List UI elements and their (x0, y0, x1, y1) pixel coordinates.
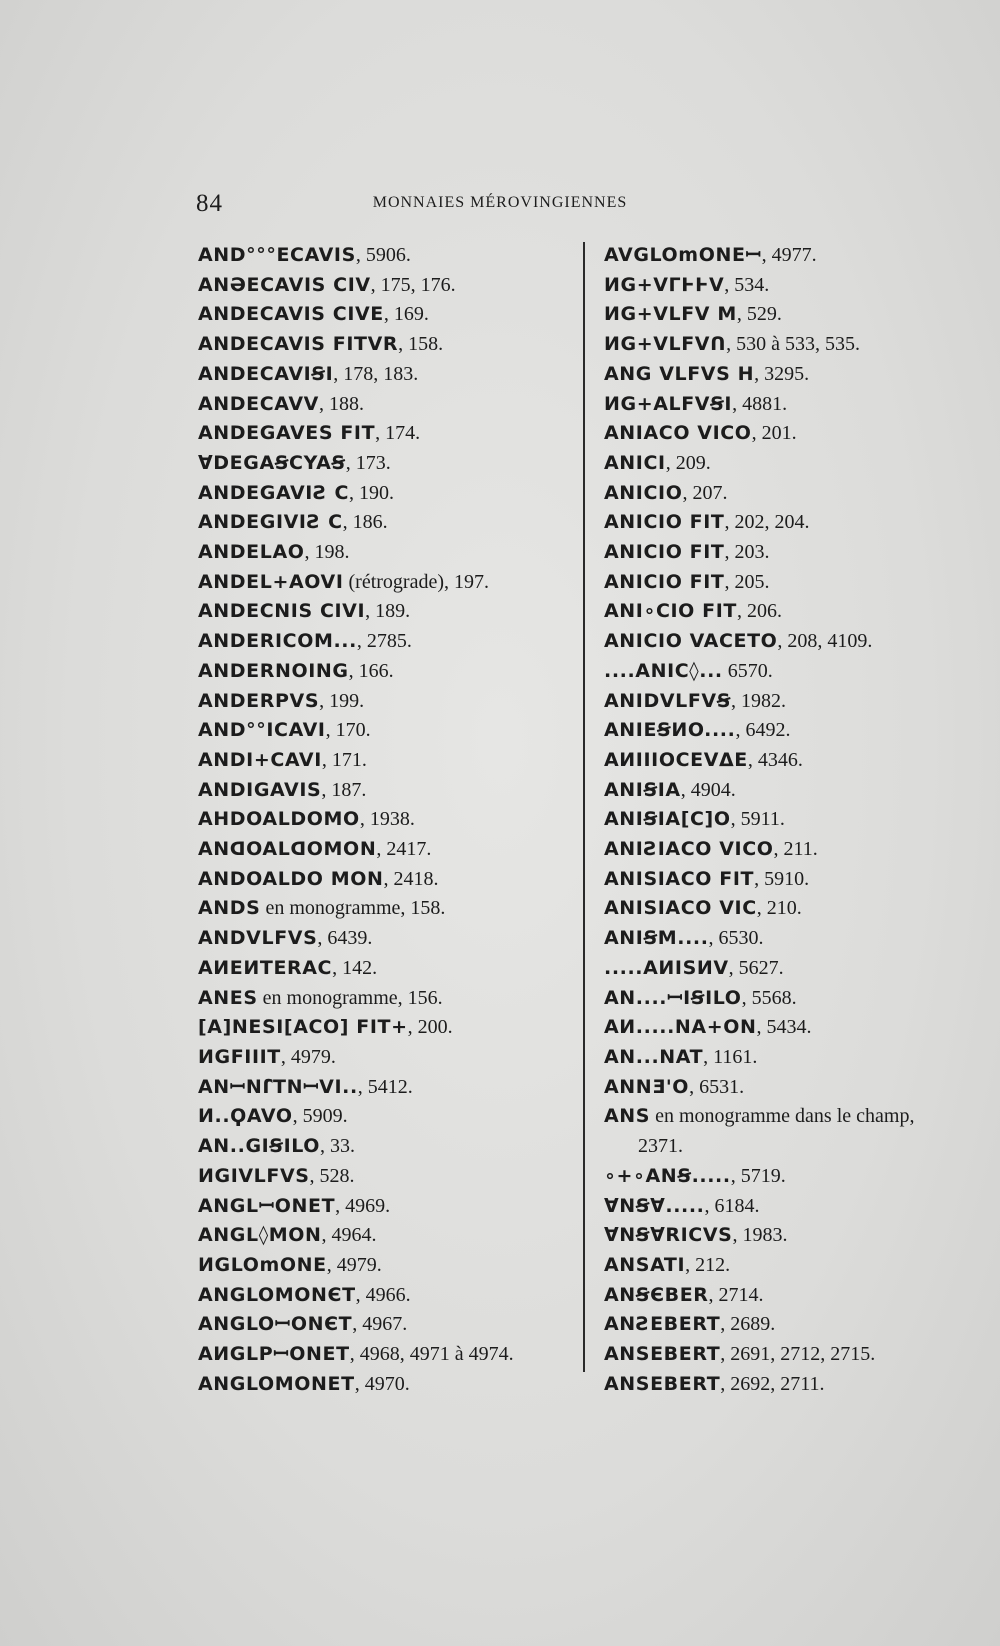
coin-legend: AN..GIꞨILO (198, 1135, 321, 1158)
reference-numbers: , 212. (685, 1253, 731, 1276)
coin-legend: ANGLOMONET (198, 1372, 355, 1395)
coin-legend: ANDECAVV (198, 392, 319, 415)
reference-numbers: , 189. (365, 600, 411, 623)
coin-legend: ANICIO (604, 481, 683, 504)
index-entry (604, 804, 984, 834)
reference-numbers: , 188. (318, 392, 364, 415)
reference-numbers: , 186. (342, 511, 388, 534)
reference-numbers: , 4904. (680, 778, 736, 801)
coin-legend: ANIACO VICO (604, 422, 752, 445)
left-column (198, 240, 568, 1398)
coin-legend: ANDOALDO MON (198, 867, 384, 890)
reference-numbers: , 2692, 2711. (720, 1372, 825, 1395)
coin-legend: ANICIO VACETO (604, 630, 778, 653)
reference-numbers: , 209. (665, 451, 711, 474)
index-entry (604, 507, 984, 537)
coin-legend: ИG+ALFVꞨI (604, 392, 733, 415)
reference-numbers: , 175, 176. (370, 273, 456, 296)
index-entry (604, 1250, 984, 1280)
reference-numbers: , 2417. (376, 838, 432, 861)
index-entry (198, 1339, 568, 1369)
reference-numbers: , 210. (756, 897, 802, 920)
index-entry (198, 893, 568, 923)
coin-legend: [A]NESI[ACO] FIT+ (198, 1016, 408, 1039)
reference-numbers: , 202, 204. (724, 511, 810, 534)
coin-legend: ANGL◊MON (198, 1224, 322, 1247)
index-entry (604, 1339, 984, 1369)
coin-legend: AИ.....NA+ON (604, 1016, 757, 1039)
index-entry (604, 478, 984, 508)
coin-legend: AN....ꟷIꞨILO (604, 986, 742, 1009)
reference-numbers: , 198. (304, 541, 350, 564)
coin-legend: ИG+VLFV M (604, 303, 737, 326)
reference-numbers: , 4967. (352, 1313, 408, 1336)
index-entry (604, 389, 984, 419)
index-entry (198, 1309, 568, 1339)
coin-legend: ANDECAVIS CIVE (198, 303, 384, 326)
reference-numbers: , 178, 183. (333, 362, 419, 385)
reference-numbers: , 529. (736, 303, 782, 326)
reference-numbers: , 5911. (730, 808, 785, 831)
reference-numbers: , 2689. (720, 1313, 776, 1336)
reference-numbers: en monogramme, 156. (257, 986, 443, 1009)
page-number: 84 (196, 190, 223, 217)
index-entry (604, 1101, 984, 1131)
index-entry (198, 656, 568, 686)
index-entry (198, 359, 568, 389)
coin-legend: AИEИTERAC (198, 956, 333, 979)
reference-numbers: , 4966. (355, 1283, 411, 1306)
reference-numbers: , 203. (724, 541, 770, 564)
index-entry (198, 686, 568, 716)
running-head: MONNAIES MÉROVINGIENNES (372, 194, 628, 211)
reference-numbers: , 530 à 533, 535. (726, 333, 861, 356)
reference-numbers: , 142. (332, 956, 378, 979)
reference-numbers: , 199. (319, 689, 365, 712)
coin-legend: AHDOALDOMO (198, 808, 360, 831)
reference-numbers: , 205. (724, 570, 770, 593)
reference-numbers: , 33. (320, 1135, 356, 1158)
coin-legend: AVGLOmONEꟷ (604, 244, 762, 266)
index-entry (198, 418, 568, 448)
reference-numbers: , 5909. (292, 1105, 348, 1128)
coin-legend: ANDS (198, 897, 261, 920)
coin-legend: ANGLꟷONET (198, 1194, 336, 1217)
coin-legend: ANDELAO (198, 541, 305, 564)
coin-legend: ANS (604, 1105, 651, 1128)
coin-legend: ANICIO FIT (604, 511, 725, 534)
reference-numbers: , 166. (348, 659, 394, 682)
index-entry (198, 1101, 568, 1131)
coin-legend: ANGLOMONЄT (198, 1283, 356, 1306)
index-entry (198, 1220, 568, 1250)
index-entry (198, 1131, 568, 1161)
index-entry (198, 1161, 568, 1191)
coin-legend: ANƧEBERT (604, 1313, 721, 1336)
index-entry (198, 240, 568, 270)
index-entry (604, 686, 984, 716)
index-entry (604, 893, 984, 923)
reference-numbers: , 5412. (357, 1075, 413, 1098)
coin-legend: ANDVLFVS (198, 927, 318, 950)
reference-numbers: , 4979. (280, 1045, 336, 1068)
index-entry (198, 389, 568, 419)
index-entry (604, 418, 984, 448)
index-entry (604, 656, 984, 686)
coin-legend: ANDEL+AOVI (198, 570, 344, 593)
coin-legend: ANICIO FIT (604, 541, 725, 564)
reference-numbers: , 4346. (747, 748, 803, 771)
coin-legend: ANG VLFVS H (604, 362, 755, 385)
index-entry (198, 329, 568, 359)
reference-numbers: , 6439. (317, 927, 373, 950)
index-entry (604, 359, 984, 389)
reference-numbers: , 201. (751, 422, 797, 445)
index-entry (198, 478, 568, 508)
index-entry (198, 1191, 568, 1221)
coin-legend: ANES (198, 986, 258, 1009)
coin-legend: ANDECAVIS FITVR (198, 333, 399, 356)
index-entry (198, 626, 568, 656)
coin-legend: ANIƧIACO VICO (604, 838, 774, 861)
index-entry (604, 537, 984, 567)
reference-numbers: (rétrograde), 197. (343, 570, 490, 593)
coin-legend: AN...NAT (604, 1045, 704, 1068)
index-entry (604, 953, 984, 983)
reference-numbers: , 5910. (754, 867, 810, 890)
coin-legend: ИG+VΓͰͰV (604, 273, 725, 296)
reference-numbers: , 2785. (356, 630, 412, 653)
reference-numbers: , 208, 4109. (777, 630, 873, 653)
coin-legend: ANDERICOM... (198, 630, 357, 653)
coin-legend: ANISIACO FIT (604, 867, 755, 890)
coin-legend: ANIꞨM.... (604, 927, 709, 950)
coin-legend: ANDECNIS CIVI (198, 600, 366, 623)
index-entry (604, 1042, 984, 1072)
coin-legend: ИGLOmONE (198, 1253, 327, 1276)
index-entry (604, 1280, 984, 1310)
reference-numbers: , 4977. (761, 244, 817, 266)
reference-numbers: , 4979. (326, 1253, 382, 1276)
coin-legend: ANIDVLFVꞨ (604, 689, 732, 712)
index-entry (198, 567, 568, 597)
coin-legend: ....ANIC◊... (604, 659, 723, 682)
index-entry (198, 923, 568, 953)
reference-numbers: , 534. (724, 273, 770, 296)
reference-numbers: , 5434. (756, 1016, 812, 1039)
index-entry (198, 299, 568, 329)
index-entry (198, 1012, 568, 1042)
reference-numbers: , 4969. (335, 1194, 391, 1217)
coin-legend: ANICI (604, 451, 666, 474)
reference-numbers: , 207. (682, 481, 728, 504)
coin-legend: ANGLOꟷONЄT (198, 1313, 353, 1336)
coin-legend: ANNƎ'O (604, 1075, 690, 1098)
coin-legend: ANIꞨIA (604, 778, 681, 801)
index-entry (198, 953, 568, 983)
reference-numbers: , 5568. (741, 986, 797, 1009)
index-entry (198, 1250, 568, 1280)
coin-legend: ANIEꞨИO.... (604, 719, 736, 742)
reference-numbers: , 528. (309, 1164, 355, 1187)
coin-legend: ANDERNOING (198, 659, 349, 682)
index-entry (604, 715, 984, 745)
reference-numbers: , 3295. (754, 362, 810, 385)
reference-numbers: , 170. (325, 719, 371, 742)
index-entry (604, 745, 984, 775)
index-entry (198, 537, 568, 567)
reference-numbers: en monogramme, 158. (260, 897, 446, 920)
coin-legend: ANSEBERT (604, 1343, 721, 1366)
reference-numbers: , 6492. (735, 719, 791, 742)
index-entry (604, 448, 984, 478)
coin-legend: ANᗡOALᗡOMON (198, 838, 377, 861)
reference-numbers: , 5627. (728, 956, 784, 979)
coin-legend: AND°°°ECAVIS (198, 244, 356, 266)
reference-numbers: , 1161. (703, 1045, 758, 1068)
index-entry (604, 1072, 984, 1102)
reference-numbers: , 1938. (359, 808, 415, 831)
coin-legend: ANDEGAVES FIT (198, 422, 376, 445)
index-entry (604, 775, 984, 805)
index-entry (604, 864, 984, 894)
index-entry (604, 1191, 984, 1221)
coin-legend: ANISIACO VIC (604, 897, 757, 920)
index-entry (604, 270, 984, 300)
right-column (604, 240, 984, 1398)
reference-numbers: , 171. (321, 748, 367, 771)
index-entry (604, 1309, 984, 1339)
index-entry (198, 804, 568, 834)
column-divider (583, 242, 585, 1372)
coin-legend: ANDIGAVIS (198, 778, 322, 801)
reference-numbers: , 190. (348, 481, 394, 504)
reference-numbers: , 211. (773, 838, 818, 861)
coin-legend: ИGIVLFVS (198, 1164, 310, 1187)
reference-numbers: , 5719. (730, 1164, 786, 1187)
reference-numbers: , 4968, 4971 à 4974. (349, 1343, 514, 1366)
reference-numbers: 2371. (638, 1135, 683, 1158)
index-entry (198, 834, 568, 864)
reference-numbers: , 1982. (731, 689, 787, 712)
index-entry (198, 1280, 568, 1310)
reference-numbers: , 6531. (689, 1075, 745, 1098)
reference-numbers: , 6184. (704, 1194, 760, 1217)
index-entry (198, 270, 568, 300)
coin-legend: .....AИISИV (604, 956, 729, 979)
index-entry (604, 299, 984, 329)
reference-numbers: , 5906. (355, 244, 411, 266)
index-entry (604, 329, 984, 359)
coin-legend: ANIꞨIA[C]O (604, 808, 731, 831)
index-entry (198, 1369, 568, 1399)
coin-legend: ꓯNꞨꓯ..... (604, 1194, 705, 1217)
index-entry (604, 1369, 984, 1399)
reference-numbers: , 6530. (708, 927, 764, 950)
reference-numbers: , 158. (398, 333, 444, 356)
coin-legend: ꓯNꞨꓯRICVS (604, 1224, 733, 1247)
coin-legend: ANDI+CAVI (198, 748, 322, 771)
reference-numbers: , 174. (375, 422, 421, 445)
reference-numbers: 6570. (722, 659, 773, 682)
index-entry (198, 745, 568, 775)
coin-legend: И..ϘAVO (198, 1105, 293, 1128)
coin-legend: ANSATI (604, 1253, 686, 1276)
reference-numbers: , 169. (383, 303, 429, 326)
reference-numbers: , 173. (345, 451, 391, 474)
coin-legend: ANICIO FIT (604, 570, 725, 593)
coin-legend: ANDECAVIꞨI (198, 362, 334, 385)
reference-numbers: , 2418. (383, 867, 439, 890)
index-entry (198, 775, 568, 805)
index-entry (604, 240, 984, 270)
index-entry (198, 864, 568, 894)
index-entry (198, 596, 568, 626)
reference-numbers: , 1983. (732, 1224, 788, 1247)
reference-numbers: , 206. (736, 600, 782, 623)
index-entry (604, 923, 984, 953)
coin-legend: AND°°ICAVI (198, 719, 326, 742)
coin-legend: ANDEGAVIƧ C (198, 481, 349, 504)
coin-legend: ANꟷNꓩTNꟷVI.. (198, 1075, 358, 1098)
coin-legend: ANꞨЄBER (604, 1283, 709, 1306)
coin-legend: ANSEBERT (604, 1372, 721, 1395)
reference-numbers: , 2714. (708, 1283, 764, 1306)
reference-numbers: , 187. (321, 778, 367, 801)
coin-legend: ꓯDEGAꞨCYAꞨ (198, 451, 346, 474)
reference-numbers: , 4881. (732, 392, 788, 415)
coin-legend: ∘+∘ANꞨ..... (604, 1164, 731, 1187)
index-entry (198, 448, 568, 478)
reference-numbers: en monogramme dans le champ, (650, 1105, 915, 1128)
coin-legend: ANDERPVS (198, 689, 320, 712)
index-entry (198, 715, 568, 745)
coin-legend: ANI∘CIO FIT (604, 600, 737, 623)
index-entry (198, 1042, 568, 1072)
coin-legend: ИG+VLFVᑎ (604, 333, 727, 356)
reference-numbers: , 2691, 2712, 2715. (720, 1343, 876, 1366)
index-entry (198, 507, 568, 537)
index-entry (604, 626, 984, 656)
index-entry (604, 1131, 984, 1161)
reference-numbers: , 4964. (321, 1224, 377, 1247)
coin-legend: ANƏECAVIS CIV (198, 273, 371, 296)
index-entry (604, 1161, 984, 1191)
reference-numbers: , 200. (407, 1016, 453, 1039)
coin-legend: AИIIIOCEVΔE (604, 748, 748, 771)
coin-legend: ИGFIIIT (198, 1045, 281, 1068)
index-entry (604, 834, 984, 864)
index-entry (604, 983, 984, 1013)
index-entry (604, 596, 984, 626)
coin-legend: ANDEGIVIƧ C (198, 511, 343, 534)
coin-legend: AИGLPꟷONET (198, 1343, 350, 1366)
index-entry (604, 1012, 984, 1042)
index-entry (604, 567, 984, 597)
reference-numbers: , 4970. (354, 1372, 410, 1395)
index-entry (198, 983, 568, 1013)
index-entry (198, 1072, 568, 1102)
index-entry (604, 1220, 984, 1250)
